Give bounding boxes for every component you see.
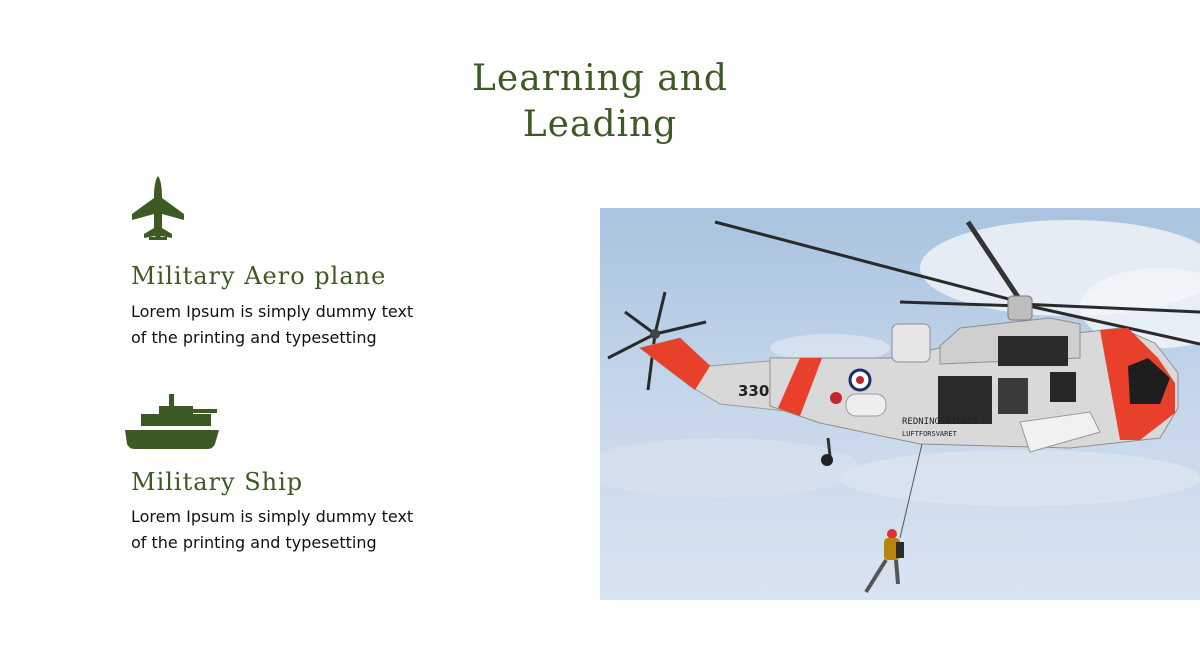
feature-title-aeroplane: Military Aero plane (131, 262, 387, 290)
fighter-jet-icon (128, 174, 188, 244)
title-line-1: Learning and (472, 58, 728, 99)
page-title (0, 56, 1200, 148)
warship-icon (125, 392, 221, 454)
feature-body-aeroplane: Lorem Ipsum is simply dummy text of the printing and typesetting (131, 302, 414, 347)
feature-body-ship: Lorem Ipsum is simply dummy text of the printing and typesetting (131, 507, 414, 552)
rescue-helicopter-photo (600, 208, 1200, 600)
tail-number: 330 (738, 382, 770, 400)
fuselage-text-2: LUFTFORSVARET (902, 430, 957, 438)
feature-title-ship: Military Ship (131, 468, 304, 496)
fuselage-text: REDNINGSTJENES (902, 417, 978, 427)
title-line-2: Leading (522, 104, 678, 145)
